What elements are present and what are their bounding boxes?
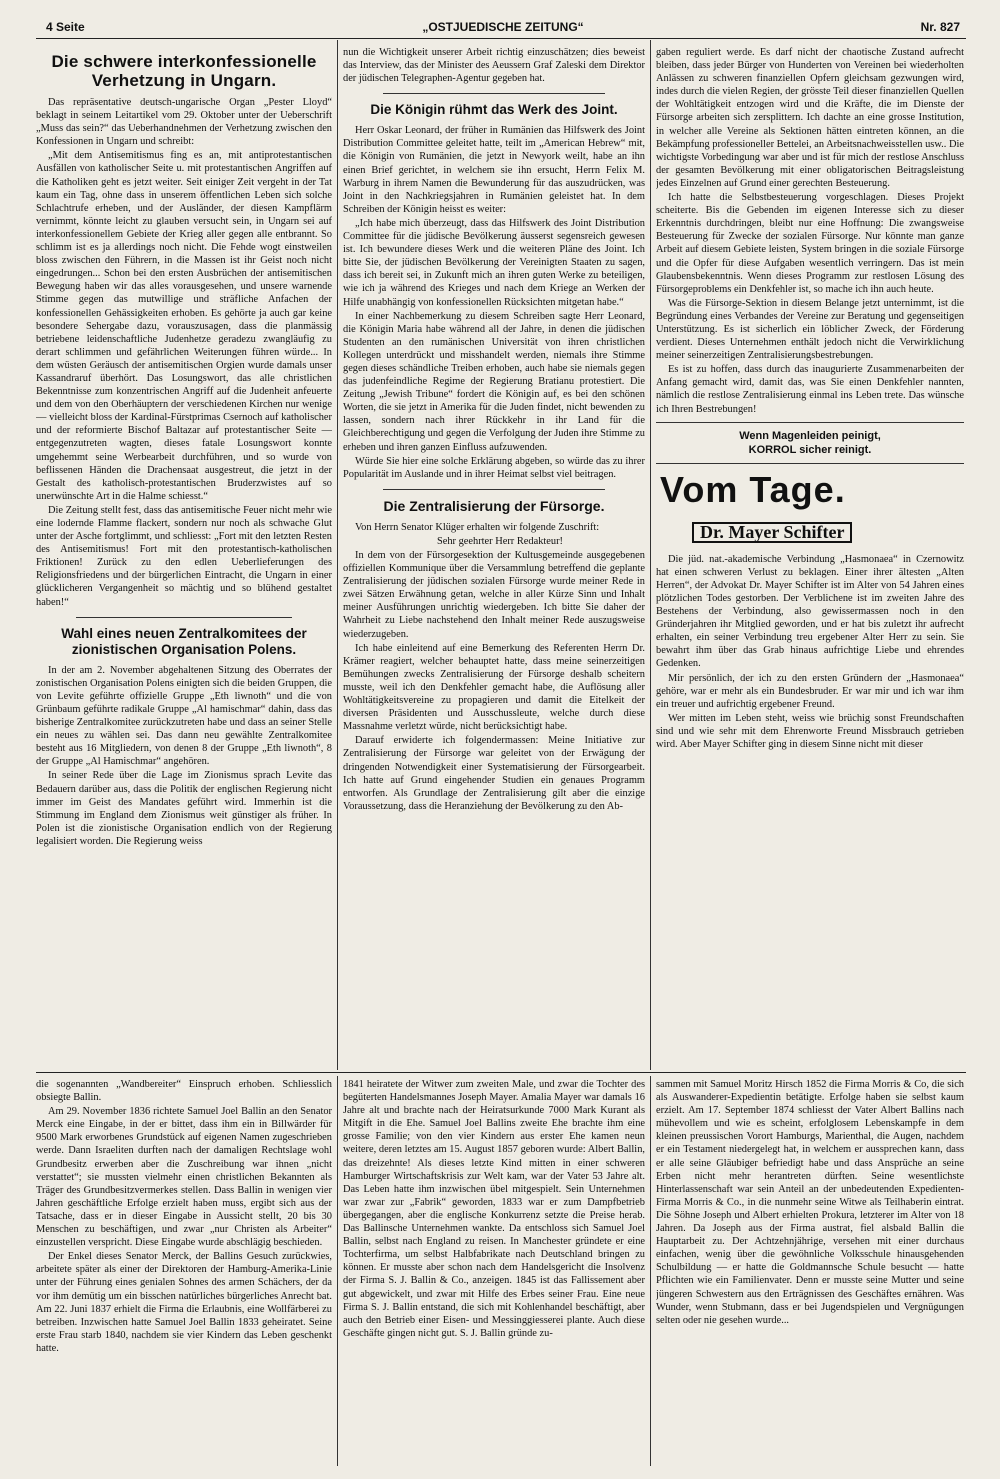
header-rule xyxy=(36,38,966,39)
paragraph: In seiner Rede über die Lage im Zionismus sprach Levite das Bedauern darüber aus, dass die Politik der englischen Regierung nicht immer im Geist des Mandates geführt wird. Immerhin ist die Stimmung im England dem Zionismus weit günstiger als früher. In Polen ist die zionistische Organisation endlich von der Regierung legalisiert worden. Die Regierung weiss xyxy=(36,770,332,847)
paragraph: In einer Nachbemerkung zu diesem Schreiben sagte Herr Leonard, die Königin Maria habe während all der Jahre, in denen die jüdischen Studenten an den rumänischen Universität von ihren christlichen Kollegen unterdrückt und misshandelt werden, niemals ihre Stimme gegen dieses schändliche Treiben erhoben, auch habe sie niemals gegen das judenfeindliche Regime der Regierung Bratianu protestiert. Die Zeitung „Jewish Tribune“ fordert die Königin auf, es bei den schönen Worten, die sie jetzt in Amerika für die Juden findet, nicht bewenden zu lassen, sondern nach ihrer Rückkehr in ihr Land für die Gleichberechtigung und gegen die Verfolgung der Juden ihre Stimme zu erheben und ihren ganzen Einfluss aufzuwenden. xyxy=(343,310,645,453)
column-rule-4 xyxy=(650,1076,651,1466)
paragraph: Am 29. November 1836 richtete Samuel Joel Ballin an den Senator Merck eine Eingabe, in der er bittet, dass ihm ein in Billwärder für 9500 Mark erworbenes Grundstück auf eigenen Namen zugeschrieben werde. Dann Israeliten durften nach der damaligen Rechtslage wohl Grundbesitz erwerben aber die Zuschreibung war ihnen „nicht verstattet“; sie mussten vielmehr einen christlichen Bekannten als Träger des Grundbesitzvermerkes stellen. Dass Ballin in wenigen vier Jahren geschäftliche Erfolge erzielt haben muss, ergibt sich aus der Tatsache, dass er in dieser Eingabe in Aussicht stellt, 20 bis 30 Menschen zu beschäftigen, und zwar „nur Christen als Arbeiter“ einzustellen verspricht. Diese Eingabe wurde abschlägig beschieden. xyxy=(36,1106,332,1249)
bottom-column-1 xyxy=(36,1078,332,1466)
bottom-section-rule xyxy=(36,1072,966,1073)
paragraph: Herr Oskar Leonard, der früher in Rumänien das Hilfswerk des Joint Distribution Committee geleitet hatte, teilt im „American Hebrew“ mit, die Königin von Rumänien, die jetzt in Newyork weilt, habe an ihn einen Brief gerichtet, in welchem sie ihn ersucht, Herrn Felix M. Warburg in ihrem Namen die Bewunderung für das auszudrücken, was Joint in den Nachkriegsjahren in Rumänien geleistet hat. In dem Schreiben der Königin heisst es weiter: xyxy=(343,125,645,215)
column-3 xyxy=(656,46,964,1068)
paragraph: „Mit dem Antisemitismus fing es an, mit antiprotestantischen Ausfällen von katholischer Seite u. mit protestantischen Angriffen auf die Katholiken geht es jetzt weiter. Seit einiger Zeit vergeht in der Tat kaum ein Tag, ohne dass in unserem öffentlichen Leben sich solche Schlachtrufe erheben, und der Ausländer, der diesen Kampflärm vernimmt, könnte leicht zu glauben versucht sein, in Ungarn sei auf interkonfessionellem Gebiete der Krieg aller gegen alle entbrannt. So schlimm ist es ja allerdings noch nicht. Die Fehde wogt einstweilen bloss zwischen den Führern, in die Massen ist ihr Geist noch nicht eingedrungen... Schon bei den ersten Ausbrüchen der antisemitischen Bewegung haben wir das alles vorausgesehen, und unsere warnende Stimme gegen das mutwillige und sträfliche Anfachen der konfessionellen Gehässigkeiten erhoben. Es gehörte ja auch gar keine besondere Sehergabe dazu, vorauszusagen, dass die planmässig betriebene leidenschaftliche Judenhetze geradezu zwangläufig zu derart schlimmen und gefährlichen Weiterungen führen würde... In dem wüsten Geräusch der antisemitischen Orgien wurde damals unser Kassandraruf überhört. Das Losungswort, das alle christlichen Bekenntnisse zum konzentrischen Angriff auf die Judenheit anfeuerte und dem von den Oberhäuptern der verschiedenen Kirchen nur wenige — vielleicht bloss der Kardinal-Fürstprimas Csernoch auf katholischer und der reformierte Bischof Baltazar auf protestantischer Seite — entgegenzutreten wagten, dieses fatale Losungswort konnte umgehemmt seine Werbearbeit durchführen, und so wurde von beflissenen Händen die Drachensaat ausgestreut, die jetzt in der Gestalt des katholisch-protestantischen Bruderzwistes auf so unerwünschte Art in die Halme schiesst.“ xyxy=(36,150,332,502)
paragraph: Würde Sie hier eine solche Erklärung abgeben, so würde das zu ihrer Popularität im Auslande und in ihrer Heimat selbst viel beitragen. xyxy=(343,455,645,480)
column-rule-2 xyxy=(650,40,651,1070)
paragraph: Es ist zu hoffen, dass durch das inaugurierte Zusammenarbeiten der Anfang gemacht wird, damit das, was Sie einen Denkfehler nannten, nämlich die restlose Zentralisierung einmal ins Leben trete. Das wünsche ich Ihren Bestrebungen! xyxy=(656,364,964,415)
column-rule-1 xyxy=(337,40,338,1070)
page-number: 4 Seite xyxy=(46,20,85,34)
advertisement-korrol xyxy=(656,429,964,457)
paragraph: Die jüd. nat.-akademische Verbindung „Hasmonaea“ in Czernowitz hat einen schweren Verlust zu beklagen. Einer ihrer ältesten „Alten Herren“, der Advokat Dr. Mayer Schifter ist im Alter von 54 Jahren eines plötzlichen Todes gestorben. Der Verblichene ist im zweiten Jahre des Bestehens der Verbindung, also gewissermassen noch in den Gründerjahren ihr Mitglied geworden, und er hat bis zuletzt ihr aufrecht erhalten, ein seiner Verbindung treu ergebener Alter Herr zu sein. Sie bewahrt ihm über das Grab hinaus aufrichtige Liebe und ehrendes Gedenken. xyxy=(656,553,964,670)
paragraph: Wer mitten im Leben steht, weiss wie brüchig sonst Freundschaften sind und wie sehr mit dem Ehrenworte Freund Missbrauch getrieben wird. Aber Mayer Schifter ging in diesem Sinne nicht mit dieser xyxy=(656,712,964,751)
paragraph: Die Zeitung stellt fest, dass das antisemitische Feuer nicht mehr wie eine lodernde Flamme flackert, sondern nur noch als schwache Glut unter der Asche fortglimmt, und schliesst: „Fort mit den letzten Resten des Antisemitismus! Fort mit den protestantisch-katholischen Friktionen! Zurück zu den edlen Ueberlieferungen des Religionsfriedens und der bürgerlichen Eintracht, die Ungarn in einer glücklicheren Vergangenheit so mächtig und so blühend gestaltet haben!“ xyxy=(36,504,332,608)
salutation: Sehr geehrter Herr Redakteur! xyxy=(436,535,564,547)
article-separator xyxy=(383,93,605,94)
column-rule-3 xyxy=(337,1076,338,1466)
paragraph: Das repräsentative deutsch-ungarische Organ „Pester Lloyd“ beklagt in seinem Leitartikel vom 29. Oktober unter der Ueberschrift „Muss das sein?“ das Ueberhandnehmen der Verhetzung zwischen den Konfessionen in Ungarn und schreibt: xyxy=(36,97,332,148)
paragraph: Ich habe einleitend auf eine Bemerkung des Referenten Herrn Dr. Krämer reagiert, welcher behauptet hatte, dass meine seinerzeitigen Bemühungen zwecks Zentralisierung der Fürsorge deshalb scheitern musste, weil ich den Denkfehler gemacht habe, die Auflösung aller Wohltätigkeitsvereine zu propagieren und damit die Eitelkeit der diversen Präsidenten und Ausschussleute, welche durch diese Massnahme verletzt würde, nicht berücksichtigt habe. xyxy=(343,642,645,733)
article-separator xyxy=(656,463,964,464)
section-title-vom-tage: Vom Tage. xyxy=(660,468,846,510)
paragraph: In dem von der Fürsorgesektion der Kultusgemeinde ausgegebenen offiziellen Kommunique über die Versammlung betreffend die geplante Zentralisierung der jüdischen sozialen Fürsorge wurde meiner Rede in zwei Sätzen Erwähnung getan, welche in aller Kürze Sinn und Inhalt meiner Ausführungen unrichtig wiedergeben. Ich bitte Sie daher der Wahrheit zu Liebe nachstehend den Inhalt meiner Rede auszugsweise wiederzugeben. xyxy=(343,550,645,640)
article-title-verhetzung: Die schwere interkonfessionelle Verhetzung in Ungarn. xyxy=(51,52,317,90)
paragraph: Mir persönlich, der ich zu den ersten Gründern der „Hasmonaea“ gehöre, war er mehr als ein Bundesbruder. Er war mir und ich war ihm ein treuer und aufrichtig ergebener Freund. xyxy=(656,672,964,710)
ad-line: Wenn Magenleiden peinigt, xyxy=(739,429,881,442)
bottom-column-3 xyxy=(656,1078,964,1466)
paragraph: In der am 2. November abgehaltenen Sitzung des Oberrates der zonistischen Organisation Polens einigten sich die beiden Gruppen, die von Levite geführte offizielle Gruppe „Eth liwnoth“ und die von Grünbaum geführte radikale Gruppe „Al hamischmar“ dahin, dass das bisherige Zentralkomitee zurückzutreten habe und dass an seiner Stelle ein neues zu wählen sei. Das dann neu gewählte Zentralkomitee besteht aus 16 Mitgliedern, von denen 8 der Gruppe „Eth liwnoth“, 8 der Gruppe „Al Hamischmar“ angehören. xyxy=(36,664,332,768)
obituary-name-box: Dr. Mayer Schifter xyxy=(692,522,852,543)
article-title-zentralkomitee: Wahl eines neuen Zentralkomitees der zionistischen Organisation Polens. xyxy=(61,625,307,657)
paragraph: Darauf erwiderte ich folgendermassen: Meine Initiative zur Zentralisierung der Fürsorge war geleitet von der Erwägung der dringenden Notwendigkeit einer Systematisierung der Fürsorgearbeit. Ich hatte auf Grund eingehender Studien ein genaues Programm entworfen. Als Grundlage der Zentralisierung gilt aber die einzige Voraussetzung, dass die Heranziehung der Bevölkerung zu den Ab- xyxy=(343,735,645,812)
bottom-column-2 xyxy=(343,1078,645,1466)
paragraph: nun die Wichtigkeit unserer Arbeit richtig einzuschätzen; dies beweist das Interview, das der Minister des Aeussern Graf Zaleski dem Direktor der jüdischen Telegraphen-Agentur gegeben hat. xyxy=(343,47,645,85)
paragraph: Ich hatte die Selbstbesteuerung vorgeschlagen. Dieses Projekt scheiterte. Bis die Gebenden im eigenen Interesse sich zu dieser Erkenntnis durchdringen, bleibt nur eine Hoffnung: Die zwangsweise Besteuerung für Zwecke der sozialen Fürsorge. Nur könnte man ganze Arbeit auf diesem Gebiete leisten, System bringen in die soziale Fürsorge und die Opfer für diese Aufgaben wesentlich verringern. Das ist mein Glaubensbekenntnis. Wenn dieses Programm zur restlosen Lösung des Fürsorgeproblems ein Denkfehler ist, so mache ich ihn auch heute. xyxy=(656,192,964,295)
article-title-fuersorge: Die Zentralisierung der Fürsorge. xyxy=(383,497,605,514)
newspaper-title: „OSTJUEDISCHE ZEITUNG“ xyxy=(422,20,584,34)
issue-number: Nr. 827 xyxy=(920,20,960,34)
column-1 xyxy=(36,46,332,1068)
paragraph: gaben reguliert werde. Es darf nicht der chaotische Zustand aufrecht bleiben, dass jeder Bürger von Hunderten von Vereinen bei wiederholten Anlässen zu schweren finanziellen Opfern gleichsam gezwungen wird, indes durch die vielen Regien, der grösste Teil dieser finanziellen Quellen der Wohltätigkeit entzogen wird und die Kräfte, die im Dienste der Fürsorge arbeiten sich zersplittern. Ich dachte an eine grosse Institution, in welcher alle Vereine als Sektionen hätten eintreten können, an die Bekämpfung professioneller Bettelei, an Arbeitsnachweisstellen usw.. Die wichtigste Vorbedingung war aber und ist für mich der restlose Anschluss der gesamten Bevölkerung mit einer obligatorischen Beitragsleistung jedes Einzelnen auf Grund einer gerechten Besteuerung. xyxy=(656,47,964,189)
paragraph: Der Enkel dieses Senator Merck, der Ballins Gesuch zurückwies, arbeitete später als einer der Direktoren der Hamburg-Amerika-Linie unter der Führung eines genialen Sohnes des armen Schächers, der da vor ihm demütig um ein bisschen natürliches bürgerliches Anrecht bat. Am 22. Juni 1837 erhielt die Firma die Erlaubnis, eine Wollfärberei zu betreiben. Inzwischen hatte Samuel Joel Ballin 1833 geheiratet. Seine erste Frau starb 1840, nachdem sie vier Kindern das Leben geschenkt hatte. xyxy=(36,1251,332,1354)
paragraph: die sogenannten „Wandbereiter“ Einspruch erhoben. Schliesslich obsiegte Ballin. xyxy=(36,1079,332,1104)
paragraph: Was die Fürsorge-Sektion in diesem Belange jetzt unternimmt, ist die Begründung eines Verbandes der Vereine zur Beratung und gegenseitigen Unterstützung. Es ist sicherlich ein löblicher Zweck, der Förderung verdient. Dieses Unternehmen enthält jedoch nicht die Verwirklichung meiner seinerzeitigen Zentralisierungsbestrebungen. xyxy=(656,297,964,362)
paragraph: sammen mit Samuel Moritz Hirsch 1852 die Firma Morris & Co, die sich als Auswanderer-Expedientin betätigte. Erfolge haben sie selbst kaum erzielt. Am 17. September 1874 schliesst der Vater Albert Ballins nach mühevollem und wie es scheint, erfolglosem Lebenskampfe in dem kleinen preussischen Vorort Hamburgs, Marienthal, die Augen, nachdem er ein Testament niedergelegt hat, in welchem er aussprechen kann, dass er alle seine Gläubiger befriedigt habe und dass Ansprüche an seine Erben nicht mehr herantreten dürften. Seine wesentlichste Hinterlassenschaft war sein Anteil an der unbedeutenden Expedienten-Firma Morris & Co., in die nunmehr seine Witwe als Teilhaberin eintrat. Die Söhne Joseph und Albert erhielten Prokura, letzterer im Alter von 18 Jahren. Da Joseph aus der Firma austrat, fiel alsbald Ballin die Hauptarbeit zu. Der Achtzehnjährige, versehen mit einer durchaus einfachen, wenig über die gewöhnliche Volksschule hinausgehenden Schulbildung — er hatte die Goldmannsche Schule besucht — hatte Pflichten wie ein Familienvater. Denn er musste seine Mutter und seine jüngeren Schwestern aus den Erträgnissen des Geschäftes ernähren. Was Wunder, wenn Stubmann, dass er bei Jugendspielen und Vergnügungen selten oder nie gesehen wurde... xyxy=(656,1079,964,1326)
column-2 xyxy=(343,46,645,1068)
article-separator xyxy=(656,422,964,423)
ad-line: KORROL sicher reinigt. xyxy=(748,443,872,456)
paragraph: Von Herrn Senator Klüger erhalten wir folgende Zuschrift: xyxy=(355,521,600,533)
article-separator xyxy=(383,489,605,490)
paragraph: 1841 heiratete der Witwer zum zweiten Male, und zwar die Tochter des begüterten Handelsmannes Joseph Mayer. Amalia Mayer war damals 16 Jahre alt und brachte nach der Heiratsurkunde 7000 Mark Kurant als Mitgift in die Ehe. Samuel Joel Ballins zweite Ehe brachte ihm eine grosse Familie; von den vier Kindern aus erster Ehe kamen neun weitere, deren letztes am 15. August 1857 geboren wurde: Albert Ballin, das dreizehnte! Als dieses letzte Kind mitten in einer schweren Hamburger Wirtschaftskrisis zur Welt kam, war der Vater 53 Jahre alt. Das Leben hatte ihm inzwischen übel mitgespielt. Sein Unternehmen war zwar zur „Fabrik“ geworden, 1833 war er zum Dampfbetrieb übergegangen, aber die englische Konkurrenz setzte die Preise herab. Das Ballinsche Unternehmen wankte. Da entschloss sich Samuel Joel Ballin, selbst nach England zu reisen. In Manchester gründete er eine Tochterfirma, um selbst Halbfabrikate nach Deutschland bringen zu können. Er musste aber schon nach dem Handelsgericht die Insolvenz der Firma S. J. Ballin & Co., anzeigen. 1845 ist das Fallissement aber gut abgewickelt, und zwar mit Hilfe des Erbes seiner Frau. Eine neue Firma S. J. Ballin entstand, die sich mit Kohlenhandel beschäftigt, aber auch den Betrieb einer Eisen- und Messinggiesserei plante. Auch diese Geschäfte gingen nicht gut. S. J. Ballin gründe zu- xyxy=(343,1079,645,1339)
article-title-koenigin: Die Königin rühmt das Werk des Joint. xyxy=(370,102,618,118)
paragraph: „Ich habe mich überzeugt, dass das Hilfswerk des Joint Distribution Committee für die jüdische Bevölkerung äusserst segensreich gewesen ist. Ich bewundere dieses Werk und die weiteren Pläne des Joint. Ich bitte Sie, der jüdischen Bevölkerung der Vereinigten Staaten zu sagen, dass ich bereit sei, in Zukunft mich an ihren guten Werke zu beteiligen, wie ich ja während des Krieges und nach dem Kriege an Werken der Hilfe unabhängig von konfessionellen Rücksichten mitgetan habe.“ xyxy=(343,217,645,308)
page-header xyxy=(46,20,960,38)
article-separator xyxy=(76,617,292,618)
